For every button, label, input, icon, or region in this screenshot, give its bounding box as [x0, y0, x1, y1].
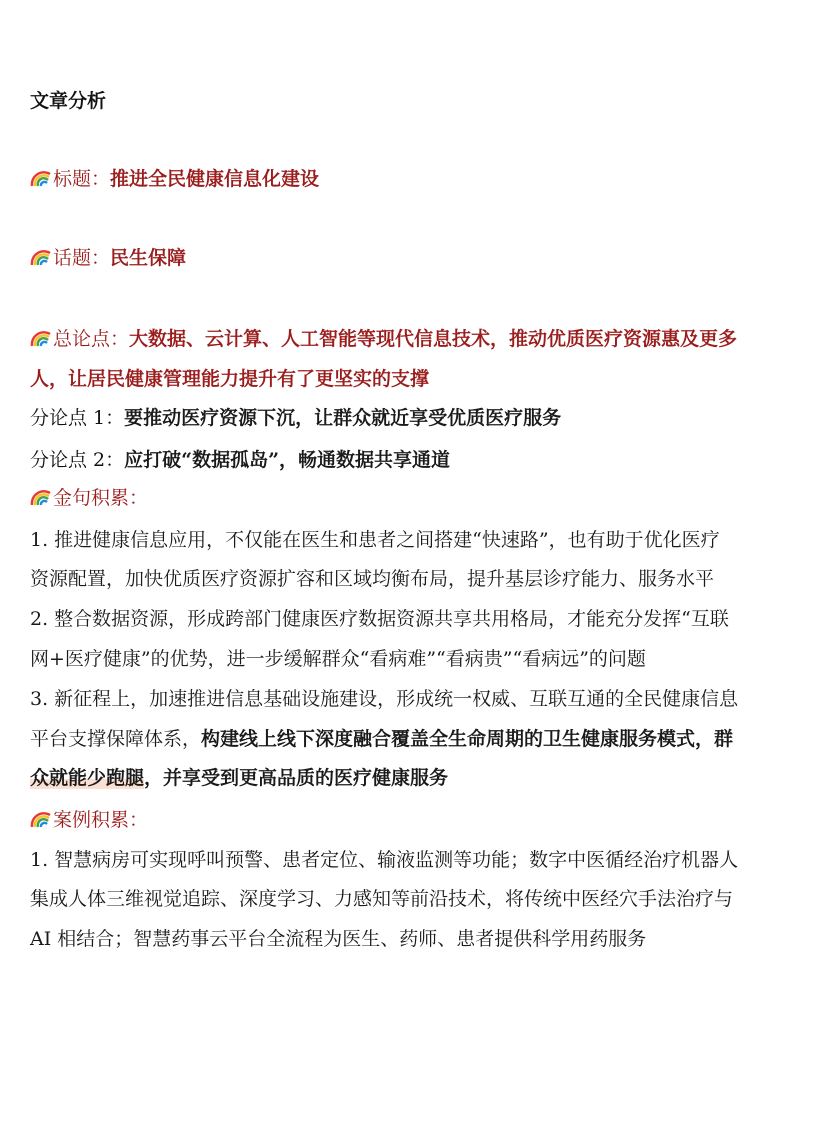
rainbow-icon [30, 247, 52, 267]
sub-point-1 [30, 406, 561, 430]
rainbow-icon [30, 809, 52, 829]
rainbow-icon [30, 487, 52, 507]
case-line3: AI 相结合；智慧药事云平台全流程为医生、药师、患者提供科学用药服务 [30, 928, 647, 950]
rainbow-icon [30, 328, 52, 348]
case-line2: 集成人体三维视觉追踪、深度学习、力感知等前沿技术，将传统中医经穴手法治疗与 [30, 888, 734, 910]
quote-2-line1: 2. 整合数据资源，形成跨部门健康医疗数据资源共享共用格局，才能充分发挥“互联 [30, 608, 729, 630]
sub-point-1-label: 分论点 1： [30, 407, 125, 429]
quote-3-line2-bold: 构建线上线下深度融合覆盖全生命周期的卫生健康服务模式，群 [201, 728, 734, 750]
sub-point-1-text: 要推动医疗资源下沉，让群众就近享受优质医疗服务 [124, 407, 562, 429]
title-row [30, 167, 319, 191]
title-text: 推进全民健康信息化建设 [110, 168, 320, 190]
quotes-header [30, 486, 148, 510]
quote-3-line2-plain: 平台支撑保障体系， [30, 728, 202, 750]
rainbow-icon [30, 168, 52, 188]
topic-row [30, 246, 186, 270]
page-title: 文章分析 [30, 90, 107, 112]
quotes-label: 金句积累： [53, 487, 149, 509]
quote-3-line2 [30, 727, 733, 751]
topic-text: 民生保障 [110, 247, 187, 269]
quote-2-line2: 网+医疗健康”的优势，进一步缓解群众“看病难”“看病贵”“看病远”的问题 [30, 648, 646, 670]
quote-1-line1: 1. 推进健康信息应用，不仅能在医生和患者之间搭建“快速路”，也有助于优化医疗 [30, 529, 720, 551]
cases-label: 案例积累： [53, 809, 149, 831]
sub-point-2 [30, 448, 450, 472]
title-label: 标题： [53, 168, 111, 190]
quote-3-line3-rest: ，并享受到更高品质的医疗健康服务 [144, 767, 449, 789]
quote-3-highlight: 众就能少跑腿 [30, 767, 145, 789]
main-point-label: 总论点： [53, 328, 130, 350]
case-line1: 1. 智慧病房可实现呼叫预警、患者定位、输液监测等功能；数字中医循经治疗机器人 [30, 849, 739, 871]
cases-header [30, 808, 148, 832]
sub-point-2-text: 应打破“数据孤岛”，畅通数据共享通道 [124, 449, 450, 471]
quote-1-line2: 资源配置，加快优质医疗资源扩容和区域均衡布局，提升基层诊疗能力、服务水平 [30, 568, 715, 590]
main-point-row [30, 327, 737, 351]
sub-point-2-label: 分论点 2： [30, 449, 125, 471]
topic-label: 话题： [53, 247, 111, 269]
quote-3-line1: 3. 新征程上，加速推进信息基础设施建设，形成统一权威、互联互通的全民健康信息 [30, 688, 739, 710]
main-point-line1: 大数据、云计算、人工智能等现代信息技术，推动优质医疗资源惠及更多 [129, 328, 738, 350]
quote-3-line3 [30, 766, 448, 790]
main-point-line2: 人，让居民健康管理能力提升有了更坚实的支撑 [30, 368, 430, 390]
